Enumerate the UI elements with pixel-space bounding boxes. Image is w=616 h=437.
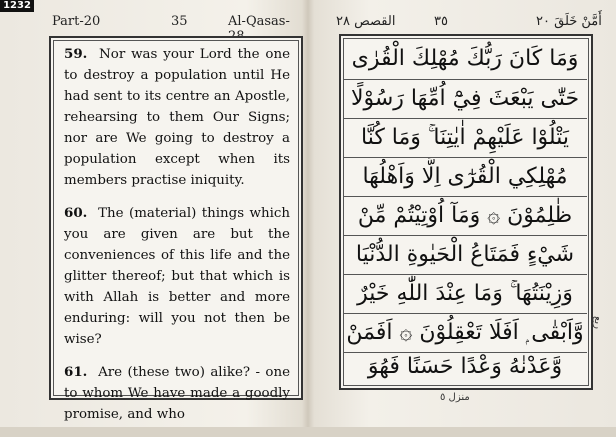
surah-label-arabic: القصص ٢٨ [336, 14, 396, 29]
verse-61 [64, 362, 290, 425]
verse-number: 59. [64, 46, 88, 62]
arabic-line: يَتْلُوْا عَلَيْهِمْ اٰيٰتِنَا ۚ وَمَا كُنَّا [361, 125, 569, 150]
arabic-line: وَزِيْنَتُهَا ۚ وَمَا عِنْدَ اللّٰهِ خَيْرٌ [357, 281, 573, 306]
verse-text: The (material) things which you are given are but the conveniences of this life and the glitter thereof; but that which is with Allah is better and more enduring: will you not then be wise? [64, 206, 290, 347]
verse-number: 60. [64, 205, 88, 221]
verse-text: Are (these two) alike? - one to whom We have made a goodly promise, and who [64, 365, 290, 422]
arabic-line: مُهْلِكِي الْقُرٰٓى اِلَّا وَاَهْلُهَا [362, 164, 568, 189]
margin-marker: ربع [592, 316, 603, 329]
page-number-badge: 1232 [0, 0, 34, 12]
right-page-header [326, 14, 616, 32]
left-page-number: 35 [171, 14, 188, 29]
juz-label-arabic: أَمَّنْ خَلَقَ ٢٠ [536, 14, 602, 29]
arabic-line: شَيْءٍ فَمَتَاعُ الْحَيٰوةِ الدُّنْيَا [355, 242, 575, 267]
right-page-number: ٣٥ [434, 14, 448, 29]
part-label: Part-20 [52, 14, 101, 29]
translation-text [64, 44, 290, 437]
verse-60 [64, 203, 290, 350]
arabic-line: وَّاَبْقٰى ۭ اَفَلَا تَعْقِلُوْنَ ۞ اَفَمَنْ [346, 320, 584, 345]
verse-text: Nor was your Lord the one to destroy a population until He had sent to its centre an Apostle, rehearsing to them Our Signs; nor are We going to destroy a population except when its members practise iniquity. [64, 47, 291, 188]
manzil-label: منزل ٥ [440, 392, 470, 403]
verse-number: 61. [64, 364, 88, 380]
left-page-header [52, 14, 302, 32]
arabic-line: حَتّٰى يَبْعَثَ فِيْٓ اُمِّهَا رَسُوْلًا [350, 86, 580, 111]
verse-59 [64, 44, 290, 191]
surah-label: Al-Qasas- [228, 14, 290, 29]
arabic-line: وَمَا كَانَ رَبُّكَ مُهْلِكَ الْقُرٰى [351, 46, 579, 71]
arabic-line: وَّعَدْنٰهُ وَعْدًا حَسَنًا فَهُوَ [367, 354, 563, 379]
arabic-line: ظٰلِمُوْنَ ۞ وَمَآ اُوْتِيْتُمْ مِّنْ [357, 203, 573, 228]
